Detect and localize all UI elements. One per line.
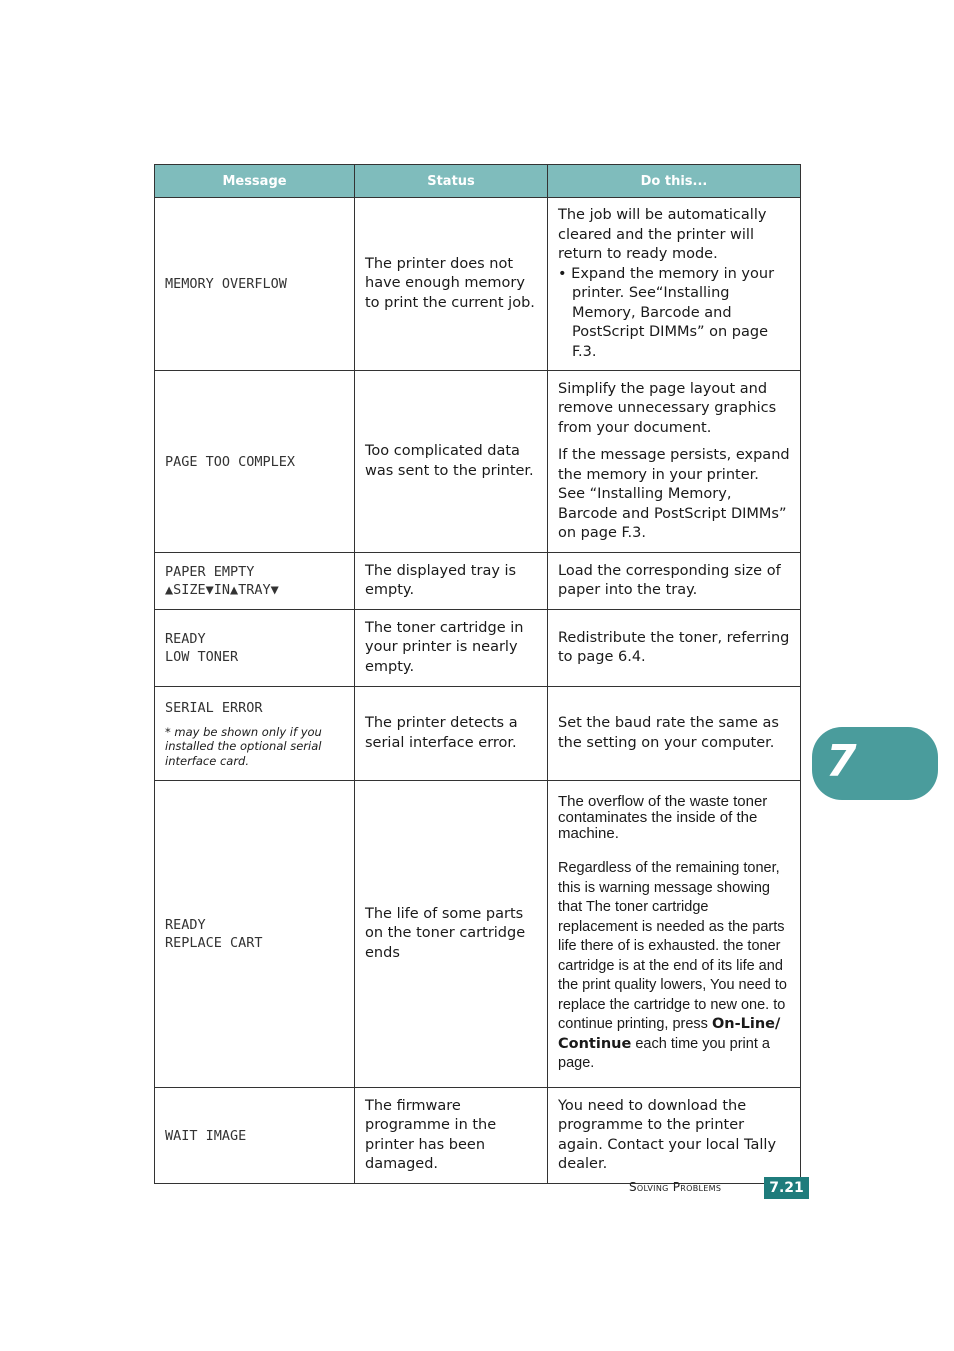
action-cell [548, 371, 801, 553]
table-row [155, 553, 801, 610]
action-cell: Set the baud rate the same as the setting on your computer. [548, 687, 801, 781]
status-cell: Too complicated data was sent to the printer. [355, 371, 548, 553]
button-reference: On-Line/ Continue [558, 1016, 781, 1052]
action-cell: Load the corresponding size of paper into the tray. [548, 553, 801, 610]
table-row [155, 198, 801, 371]
message-cell [155, 371, 355, 553]
action-cell: Redistribute the toner, referring to page 6.4. [548, 610, 801, 687]
table-row [155, 687, 801, 781]
action-text: The job will be automatically cleared and the printer will return to ready mode. [558, 207, 767, 262]
status-cell: The firmware programme in the printer has been damaged. [355, 1088, 548, 1184]
action-cell [548, 781, 801, 1088]
table-row [155, 371, 801, 553]
lcd-message: WAIT IMAGE [165, 1127, 247, 1144]
lcd-message-line2: LOW TONER [165, 649, 239, 665]
table-header-row [155, 165, 801, 198]
lcd-message-line1: READY [165, 631, 206, 647]
status-cell: The toner cartridge in your printer is nearly empty. [355, 610, 548, 687]
action-body: Regardless of the remaining toner, this is warning message showing that The toner cartridge replacement is needed as the parts life there of is exhausted. the toner cartridge is at the end of its life and the print quality lowers, You need to replace the cartridge to new one. to continue printing, press [558, 860, 787, 1033]
status-cell: The life of some parts on the toner cartridge ends [355, 781, 548, 1088]
column-header-do-this: Do this... [548, 165, 801, 198]
status-cell: The displayed tray is empty. [355, 553, 548, 610]
action-text-secondary [558, 859, 792, 1074]
table-row [155, 781, 801, 1088]
chapter-number: 7 [826, 736, 857, 787]
lcd-message-line2: REPLACE CART [165, 935, 263, 951]
action-tail: each time you print a page. [558, 1035, 770, 1072]
message-cell [155, 198, 355, 371]
lcd-message: SERIAL ERROR [165, 699, 263, 716]
column-header-message: Message [155, 165, 355, 198]
lcd-message: PAGE TOO COMPLEX [165, 453, 296, 470]
message-cell [155, 610, 355, 687]
table-row [155, 1088, 801, 1184]
lcd-message-line2: ▲SIZE▼IN▲TRAY▼ [165, 582, 279, 598]
status-cell: The printer detects a serial interface error. [355, 687, 548, 781]
lcd-message-line1: READY [165, 917, 206, 933]
action-cell [548, 198, 801, 371]
lcd-message-line1: PAPER EMPTY [165, 564, 255, 580]
message-cell [155, 553, 355, 610]
message-cell [155, 1088, 355, 1184]
message-cell [155, 781, 355, 1088]
error-message-table [154, 164, 801, 1184]
action-cell: You need to download the programme to the printer again. Contact your local Tally dealer. [548, 1088, 801, 1184]
page-number-badge: 7.21 [764, 1177, 809, 1199]
action-text: Simplify the page layout and remove unnecessary graphics from your document. [558, 380, 777, 436]
message-cell [155, 687, 355, 781]
action-text-secondary: If the message persists, expand the memory in your printer. See “Installing Memory, Barcode and PostScript DIMMs” on page F.3. [558, 447, 790, 541]
status-cell: The printer does not have enough memory to print the current job. [355, 198, 548, 371]
footnote: * may be shown only if you installed the optional serial interface card. [165, 724, 322, 768]
action-bullet: • Expand the memory in your printer. See“Installing Memory, Barcode and PostScript DIMMs” on page F.3. [558, 265, 775, 360]
footer-section-title: Solving Problems [629, 1180, 722, 1194]
table-row [155, 610, 801, 687]
column-header-status: Status [355, 165, 548, 198]
lcd-message: MEMORY OVERFLOW [165, 276, 287, 292]
action-text: The overflow of the waste toner contaminates the inside of the machine. [558, 793, 768, 843]
